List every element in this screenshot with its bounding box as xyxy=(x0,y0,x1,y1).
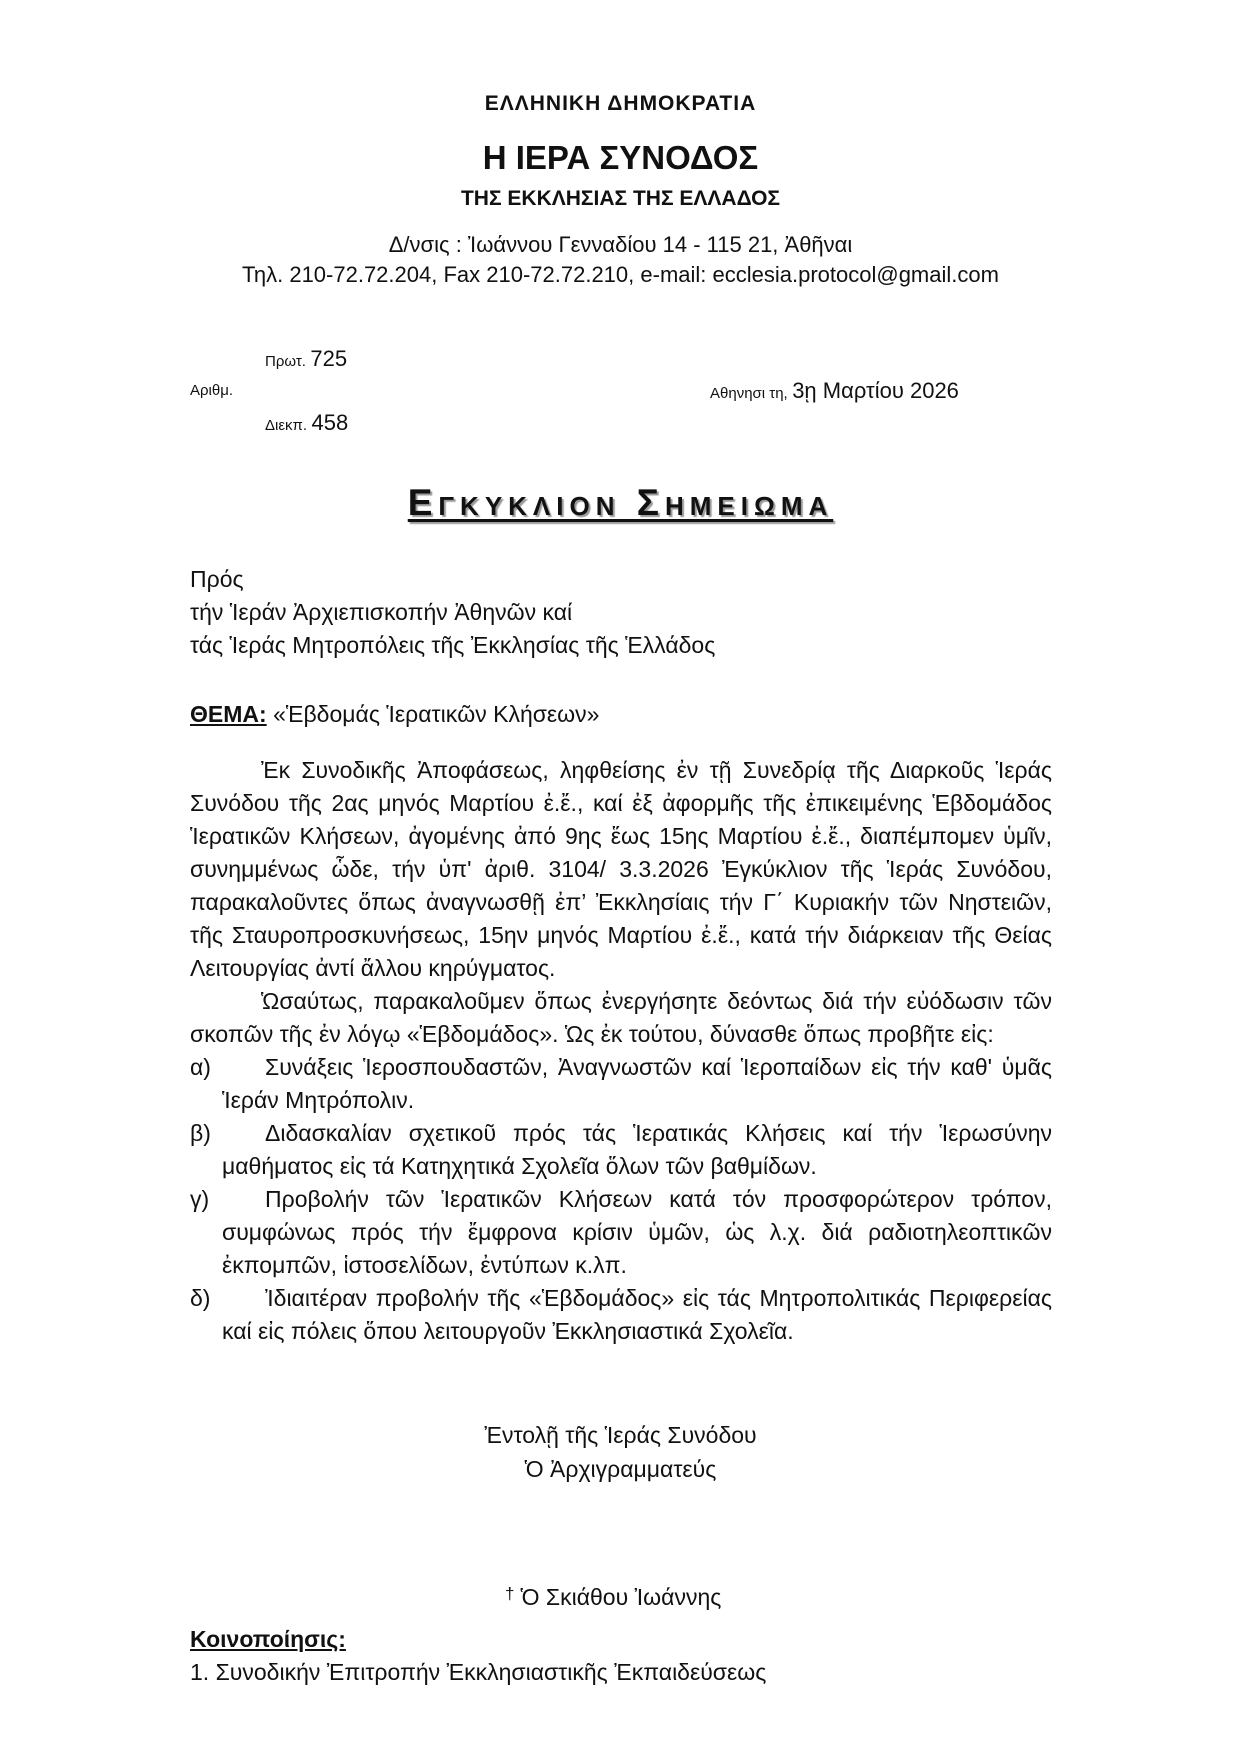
arithm-label: Αριθμ. xyxy=(190,382,234,399)
list-marker: γ) xyxy=(190,1186,210,1212)
date-label: Αθηνησι τη, xyxy=(710,385,788,402)
cc-label: Κοινοποίησις: xyxy=(190,1626,346,1652)
recipient-line-2: τάς Ἱεράς Μητροπόλεις τῆς Ἐκκλησίας τῆς Ἑλλάδος xyxy=(190,632,716,658)
list-marker: δ) xyxy=(190,1285,211,1311)
recipients-block xyxy=(190,563,715,662)
cc-item: 1. Συνοδικήν Ἐπιτροπήν Ἐκκλησιαστικῆς Ἐκπαιδεύσεως xyxy=(190,1659,767,1685)
list-item-text: Διδασκαλίαν σχετικοῦ πρός τάς Ἱερατικάς Κλήσεις καί τήν Ἱερωσύνην μαθήματος εἰς τά Κατηχητικά Σχολεῖα ὅλων τῶν βαθμίδων. xyxy=(222,1120,1052,1179)
list-marker: α) xyxy=(190,1054,211,1080)
list-item xyxy=(190,1183,1052,1282)
subject-text: «Ἑβδομάς Ἱερατικῶν Κλήσεων» xyxy=(273,701,600,727)
list-item-text: Συνάξεις Ἱεροσπουδαστῶν, Ἀναγνωστῶν καί Ἱεροπαίδων εἰς τήν καθ' ὑμᾶς Ἱεράν Μητρόπολιν. xyxy=(222,1054,1052,1113)
subject-line xyxy=(190,698,599,731)
protocol-label: Πρωτ. xyxy=(265,353,306,370)
dispatch-number xyxy=(265,410,348,436)
document-title: Εγκυκλιον Σημειωμα xyxy=(407,482,834,523)
recipients-to-label: Πρός xyxy=(190,566,244,592)
signature-line-1: Ἐντολῇ τῆς Ἱεράς Συνόδου xyxy=(484,1422,757,1448)
church-heading: ΤΗΣ ΕΚΚΛΗΣΙΑΣ ΤΗΣ ΕΛΛΑΔΟΣ xyxy=(460,187,781,210)
list-marker: β) xyxy=(190,1120,211,1146)
recipient-line-1: τήν Ἱεράν Ἀρχιεπισκοπήν Ἀθηνῶν καί xyxy=(190,599,573,625)
body-paragraph-1: Ἐκ Συνοδικῆς Ἀποφάσεως, ληφθείσης ἐν τῇ Συνεδρίᾳ τῆς Διαρκοῦς Ἱεράς Συνόδου τῆς 2ας μηνός Μαρτίου ἐ.ἔ., καί ἐξ ἀφορμῆς τῆς ἐπικειμένης Ἑβδομάδος Ἱερατικῶν Κλήσεων, ἀγομένης ἀπό 9ης ἕως 15ης Μαρτίου ἐ.ἔ., διαπέμπομεν ὑμῖν, συνημμένως ὧδε, τήν ὑπ' ἀριθ. 3104/ 3.3.2026 Ἐγκύκλιον τῆς Ἱεράς Συνόδου, παρακαλοῦντες ὅπως ἀναγνωσθῇ ἐπ’ Ἐκκλησίαις τήν Γ΄ Κυριακήν τῶν Νηστειῶν, τῆς Σταυροπροσκυνήσεως, 15ην μηνός Μαρτίου ἐ.ἔ., κατά τήν διάρκειαν τῆς Θείας Λειτουργίας ἀντί ἄλλου κηρύγματος. xyxy=(190,757,1052,981)
signer-name xyxy=(505,1584,721,1611)
date-value: 3ῃ Μαρτίου 2026 xyxy=(792,378,959,403)
protocol-number xyxy=(265,346,347,372)
signature-block xyxy=(0,1418,1241,1486)
list-item-text: Προβολήν τῶν Ἱερατικῶν Κλήσεων κατά τόν προσφορώτερον τρόπον, συμφώνως πρός τήν ἔμφρονα κρίσιν ὑμῶν, ὡς λ.χ. διά ραδιοτηλεοπτικῶν ἐκπομπῶν, ἱστοσελίδων, ἐντύπων κ.λπ. xyxy=(222,1186,1052,1278)
list-item-text: Ἰδιαιτέραν προβολήν τῆς «Ἑβδομάδος» εἰς τάς Μητροπολιτικάς Περιφερείας καί εἰς πόλεις ὅπου λειτουργοῦν Ἐκκλησιαστικά Σχολεῖα. xyxy=(222,1285,1052,1344)
state-heading: ΕΛΛΗΝΙΚΗ ΔΗΜΟΚΡΑΤΙΑ xyxy=(484,92,757,115)
action-list xyxy=(190,1051,1052,1348)
dispatch-value: 458 xyxy=(311,410,349,435)
contact-line: Τηλ. 210-72.72.204, Fax 210-72.72.210, e-mail: ecclesia.protocol@gmail.com xyxy=(242,262,999,287)
synod-heading: Η ΙΕΡΑ ΣΥΝΟΔΟΣ xyxy=(482,139,759,176)
subject-label: ΘΕΜΑ: xyxy=(190,701,267,727)
list-item xyxy=(190,1117,1052,1183)
list-item xyxy=(190,1051,1052,1117)
signer-text: Ὁ Σκιάθου Ἰωάννης xyxy=(520,1584,722,1610)
list-item xyxy=(190,1282,1052,1348)
document-body xyxy=(190,754,1052,1348)
document-date xyxy=(710,378,959,404)
dispatch-label: Διεκπ. xyxy=(265,417,308,434)
signature-line-2: Ὁ Ἀρχιγραμματεύς xyxy=(524,1456,717,1482)
address-line: Δ/νσις : Ἰωάννου Γενναδίου 14 - 115 21, Ἀθῆναι xyxy=(388,232,853,257)
body-paragraph-2: Ὡσαύτως, παρακαλοῦμεν ὅπως ἐνεργήσητε δεόντως διά τήν εὐόδωσιν τῶν σκοπῶν τῆς ἐν λόγῳ «Ἑβδομάδος». Ὡς ἐκ τούτου, δύνασθε ὅπως προβῆτε εἰς: xyxy=(190,988,1052,1047)
protocol-value: 725 xyxy=(310,346,348,371)
cross-icon: † xyxy=(505,1584,515,1603)
